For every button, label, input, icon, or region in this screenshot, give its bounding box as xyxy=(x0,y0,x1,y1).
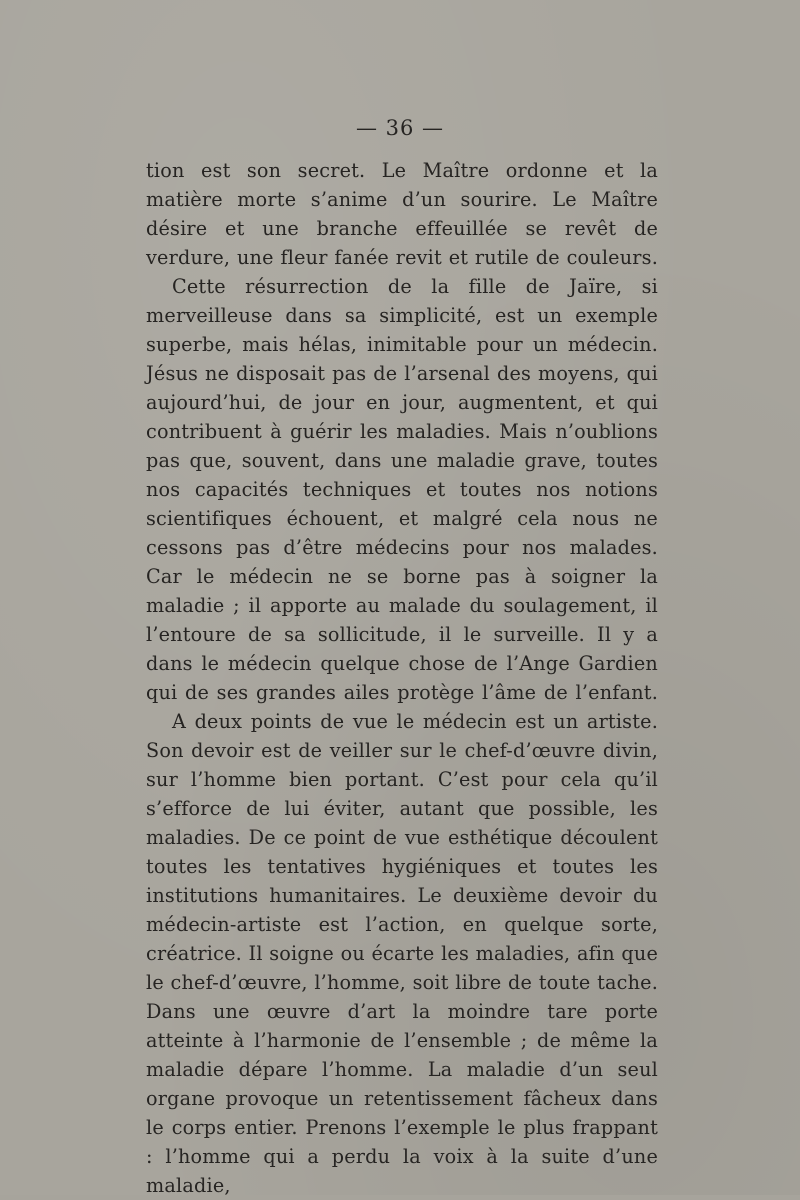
paragraph-3: A deux points de vue le médecin est un artiste. Son devoir est de veiller sur le chef-d’œuvre divin, sur l’homme bien portant. C’est pour cela qu’il s’efforce de lui éviter, autant que possible, les maladies. De ce point de vue esthétique découlent toutes les tentatives hygiéniques et toutes les institutions humanitaires. Le deuxième devoir du médecin-artiste est l’action, en quelque sorte, créatrice. Il soigne ou écarte les maladies, afin que le chef-d’œuvre, l’homme, soit libre de toute tache. Dans une œuvre d’art la moindre tare porte atteinte à l’harmonie de l’ensemble ; de même la maladie dépare l’homme. La maladie d’un seul organe provoque un retentissement fâcheux dans le corps entier. Prenons l’exemple le plus frappant : l’homme qui a perdu la voix à la suite d’une maladie, xyxy=(146,710,658,1197)
paragraph-1: tion est son secret. Le Maître ordonne et la matière morte s’anime d’un sourire. Le Maître désire et une branche effeuillée se revêt de verdure, une fleur fanée revit et rutile de couleurs. xyxy=(146,159,658,269)
page-number: — 36 — xyxy=(355,116,445,140)
body-text xyxy=(146,156,658,1200)
paragraph-2: Cette résurrection de la fille de Jaïre, si merveilleuse dans sa simplicité, est un exemple superbe, mais hélas, inimitable pour un médecin. Jésus ne disposait pas de l’arsenal des moyens, qui aujourd’hui, de jour en jour, augmentent, et qui contribuent à guérir les maladies. Mais n’oublions pas que, souvent, dans une maladie grave, toutes nos capacités techniques et toutes nos notions scientifiques échouent, et malgré cela nous ne cessons pas d’être médecins pour nos malades. Car le médecin ne se borne pas à soigner la maladie ; il apporte au malade du soulagement, il l’entoure de sa sollicitude, il le surveille. Il y a dans le médecin quelque chose de l’Ange Gardien qui de ses grandes ailes protège l’âme de l’enfant. xyxy=(146,275,658,704)
